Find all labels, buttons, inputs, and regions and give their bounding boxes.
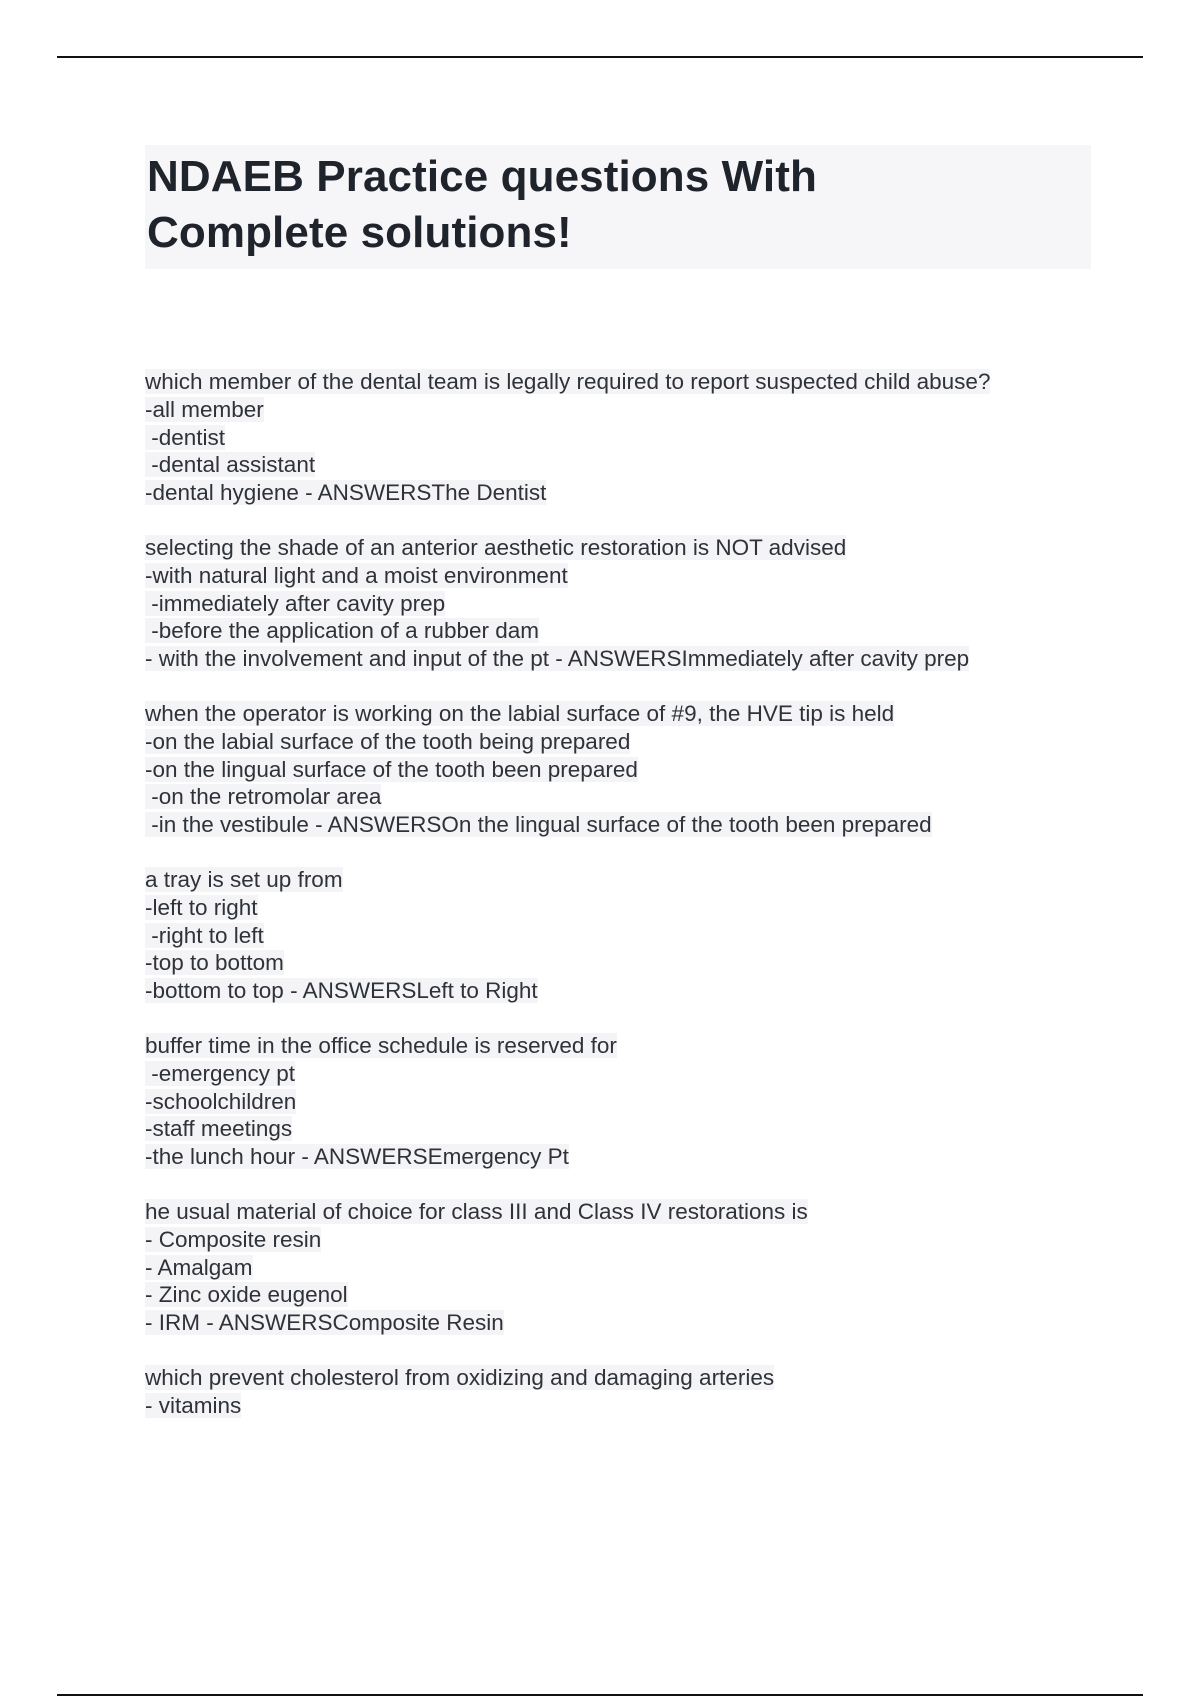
answer-option-content: - Composite resin	[145, 1226, 322, 1252]
answer-option	[145, 1254, 1095, 1282]
answer-option	[145, 590, 1095, 618]
question-text	[145, 534, 1095, 562]
answer-option	[145, 1226, 1095, 1254]
answer-option-content: - with the involvement and input of the pt - ANSWERSImmediately after cavity prep	[145, 646, 970, 672]
answer-option	[145, 479, 1095, 507]
answer-option	[145, 922, 1095, 950]
answer-option-content: -dental hygiene - ANSWERSThe Dentist	[145, 480, 547, 506]
question-text	[145, 866, 1095, 894]
answer-option	[145, 617, 1095, 645]
answer-option-content: -in the vestibule - ANSWERSOn the lingual surface of the tooth been prepared	[145, 812, 932, 838]
question-text	[145, 1364, 1095, 1392]
bottom-rule	[57, 1694, 1143, 1696]
answer-option-content: - Zinc oxide eugenol	[145, 1282, 348, 1308]
question-text-content: a tray is set up from	[145, 866, 343, 892]
question-block	[145, 700, 1095, 839]
answer-option-content: -on the lingual surface of the tooth been prepared	[145, 756, 638, 782]
question-text-content: when the operator is working on the labial surface of #9, the HVE tip is held	[145, 700, 895, 726]
answer-option-content: -on the labial surface of the tooth being prepared	[145, 728, 631, 754]
answer-option-content: -before the application of a rubber dam	[145, 618, 539, 644]
answer-option	[145, 1143, 1095, 1171]
top-rule	[57, 56, 1143, 58]
document-title	[145, 145, 1091, 269]
answer-option-content: - IRM - ANSWERSComposite Resin	[145, 1310, 504, 1336]
answer-option-content: -dental assistant	[145, 452, 316, 478]
answer-option	[145, 1392, 1095, 1420]
question-block	[145, 1198, 1095, 1337]
answer-option	[145, 1281, 1095, 1309]
question-text-content: he usual material of choice for class III and Class IV restorations is	[145, 1198, 808, 1224]
question-text-content: selecting the shade of an anterior aesthetic restoration is NOT advised	[145, 534, 847, 560]
title-line: NDAEB Practice questions With	[147, 152, 817, 201]
answer-option-content: - vitamins	[145, 1392, 242, 1418]
answer-option-content: -emergency pt	[145, 1060, 296, 1086]
answer-option	[145, 451, 1095, 479]
answer-option	[145, 396, 1095, 424]
answer-option	[145, 424, 1095, 452]
answer-option	[145, 977, 1095, 1005]
question-text	[145, 700, 1095, 728]
question-text	[145, 1198, 1095, 1226]
answer-option-content: -bottom to top - ANSWERSLeft to Right	[145, 978, 538, 1004]
answer-option-content: -dentist	[145, 424, 226, 450]
question-text-content: buffer time in the office schedule is reserved for	[145, 1032, 617, 1058]
answer-option-content: -schoolchildren	[145, 1088, 297, 1114]
question-block	[145, 368, 1095, 507]
question-text	[145, 368, 1095, 396]
answer-option-content: -immediately after cavity prep	[145, 590, 446, 616]
question-block	[145, 534, 1095, 673]
answer-option	[145, 949, 1095, 977]
answer-option	[145, 1115, 1095, 1143]
answer-option	[145, 728, 1095, 756]
answer-option-content: -on the retromolar area	[145, 784, 382, 810]
answer-option	[145, 562, 1095, 590]
question-text	[145, 1032, 1095, 1060]
answer-option-content: -staff meetings	[145, 1116, 293, 1142]
question-text-content: which prevent cholesterol from oxidizing and damaging arteries	[145, 1364, 775, 1390]
question-list	[145, 368, 1095, 1447]
answer-option	[145, 1088, 1095, 1116]
answer-option-content: -right to left	[145, 922, 264, 948]
answer-option-content: -the lunch hour - ANSWERSEmergency Pt	[145, 1144, 569, 1170]
answer-option	[145, 645, 1095, 673]
answer-option	[145, 1060, 1095, 1088]
question-text-content: which member of the dental team is legally required to report suspected child abuse?	[145, 369, 991, 394]
answer-option	[145, 894, 1095, 922]
question-block	[145, 1032, 1095, 1171]
answer-option-content: -top to bottom	[145, 950, 284, 976]
answer-option-content: - Amalgam	[145, 1254, 253, 1280]
question-block	[145, 1364, 1095, 1420]
question-block	[145, 866, 1095, 1005]
answer-option-content: -with natural light and a moist environment	[145, 562, 568, 588]
answer-option	[145, 756, 1095, 784]
answer-option-content: -all member	[145, 396, 264, 422]
answer-option	[145, 811, 1095, 839]
answer-option-content: -left to right	[145, 894, 258, 920]
answer-option	[145, 1309, 1095, 1337]
title-line: Complete solutions!	[147, 208, 572, 257]
answer-option	[145, 783, 1095, 811]
